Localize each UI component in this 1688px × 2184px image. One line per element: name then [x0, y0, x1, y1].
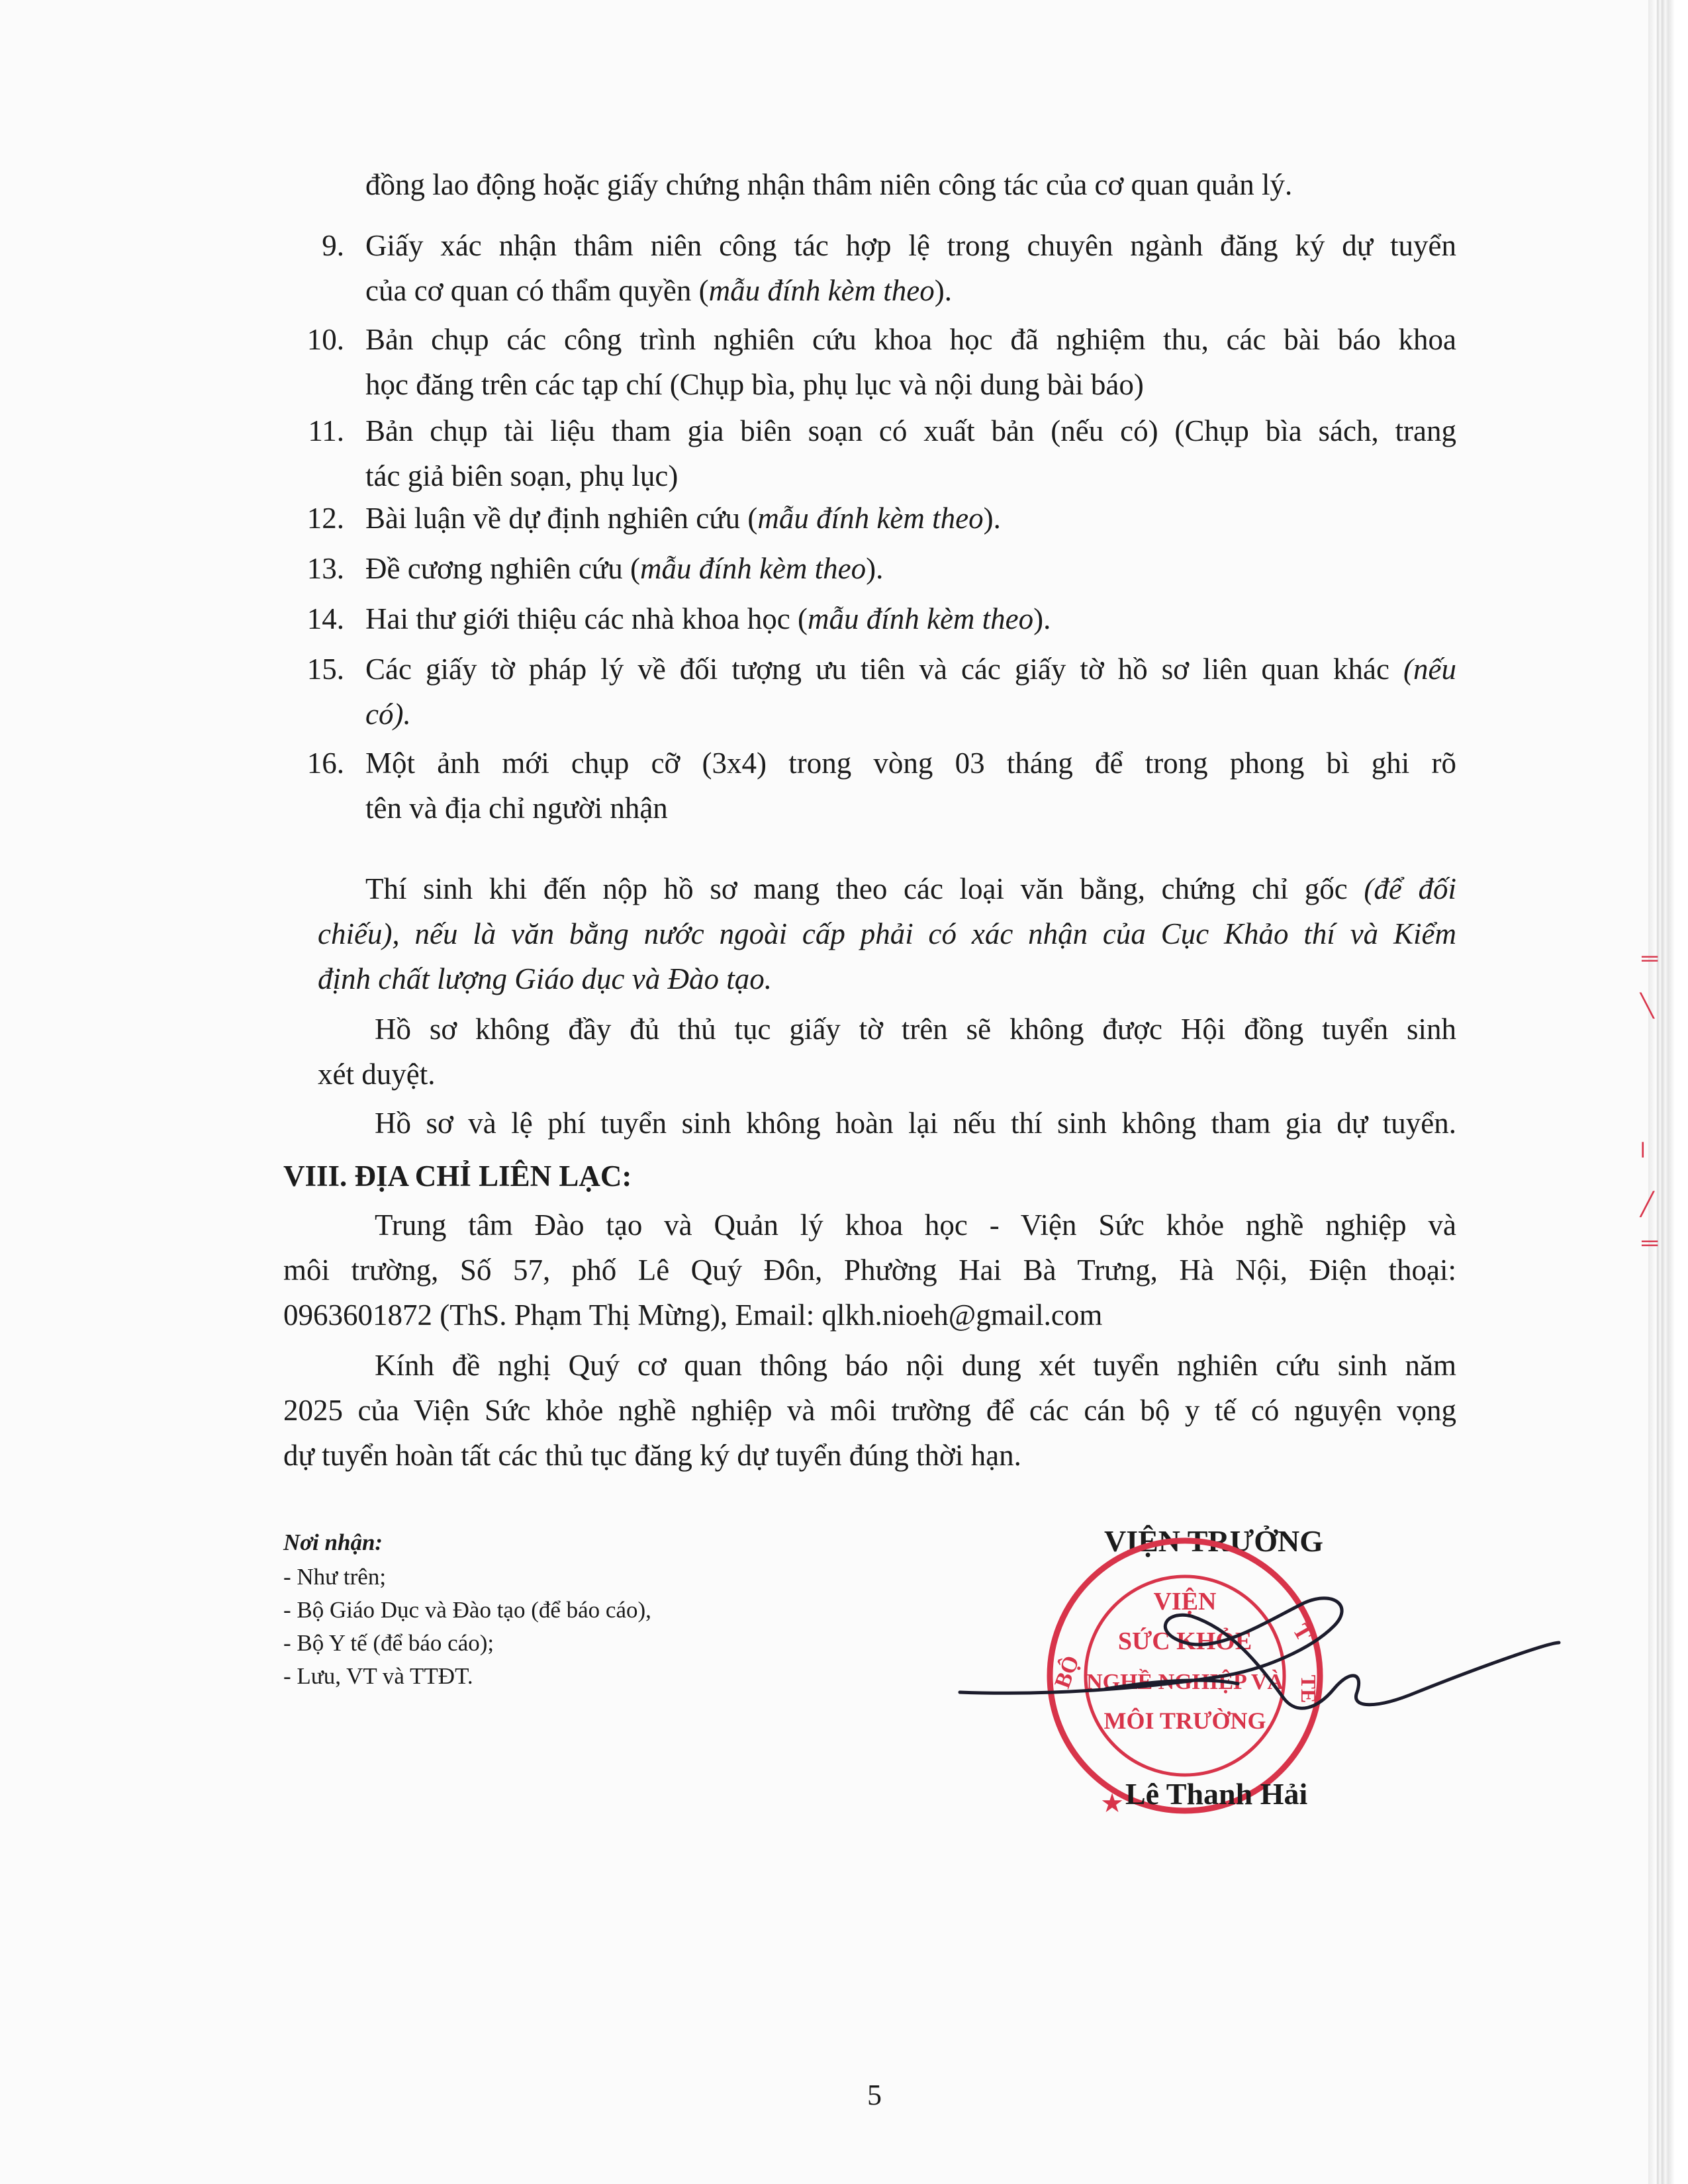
list-item-number: 11. [308, 414, 344, 447]
paragraph-fees: Hồ sơ và lệ phí tuyển sinh không hoàn lại nếu thí sinh không tham gia dự tuyển. [375, 1107, 1456, 1140]
paragraph-originals [365, 867, 1456, 911]
text: Giấy xác nhận thâm niên công tác hợp lệ trong chuyên ngành đăng ký dự tuyển [365, 229, 1456, 262]
paragraph-originals-line-1 [365, 872, 1456, 905]
scanned-page-edges [1648, 0, 1688, 2184]
italic-text: mẫu đính kèm theo [757, 502, 984, 535]
text: Các giấy tờ pháp lý về đối tượng ưu tiên và các giấy tờ hồ sơ liên quan khác [365, 653, 1404, 686]
list-item-number: 15. [306, 653, 344, 686]
seal-text-line: MÔI TRƯỜNG [1103, 1707, 1266, 1734]
list-item-number: 13. [306, 552, 344, 585]
list-item-line [365, 269, 952, 312]
closing-line-2: 2025 của Viện Sức khỏe nghề nghiệp và môi trường để các cán bộ y tế có nguyện vọng [283, 1394, 1456, 1427]
italic-text: mẫu đính kèm theo [708, 274, 935, 307]
list-item-number: 12. [306, 502, 344, 535]
list-item-line [365, 409, 1456, 453]
text: ). [866, 552, 884, 585]
stamp-bleed-mark: ╱ [1640, 1193, 1654, 1217]
italic-text: (nếu [1403, 653, 1456, 686]
text: của cơ quan có thẩm quyền ( [365, 274, 709, 307]
list-item-line [365, 692, 411, 736]
list-item-number: 14. [306, 602, 344, 635]
list-item-number: 16. [306, 747, 344, 780]
recipient-item: - Lưu, VT và TTĐT. [283, 1663, 473, 1689]
text: Bài luận về dự định nghiên cứu ( [365, 502, 758, 535]
stamp-bleed-mark: ═ [1642, 1231, 1658, 1255]
seal-ring-text: TẾ [1297, 1674, 1321, 1704]
closing-line-1: Kính đề nghị Quý cơ quan thông báo nội dung xét tuyển nghiên cứu sinh năm [375, 1349, 1456, 1382]
text: Một ảnh mới chụp cỡ (3x4) trong vòng 03 tháng để trong phong bì ghi rõ [365, 747, 1456, 780]
contact-line-1: Trung tâm Đào tạo và Quản lý khoa học - Viện Sức khỏe nghề nghiệp và [375, 1208, 1456, 1242]
paragraph-incomplete-line-2: xét duyệt. [318, 1058, 436, 1091]
page-number: 5 [867, 2079, 882, 2111]
seal-star-icon: ★ [1100, 1788, 1124, 1819]
paragraph-originals-line-3-wrap [318, 957, 772, 1001]
italic-text: có). [365, 698, 411, 731]
text: ). [983, 502, 1001, 535]
italic-text: (để đối [1364, 872, 1456, 905]
contact-line-2: môi trường, Số 57, phố Lê Quý Đôn, Phường Hai Bà Trưng, Hà Nội, Điện thoại: [283, 1253, 1456, 1287]
text: Đề cương nghiên cứu ( [365, 552, 640, 585]
list-item-line [365, 454, 678, 498]
signatory-title: VIỆN TRƯỞNG [1104, 1524, 1323, 1558]
text: tên và địa chỉ người nhận [365, 792, 668, 825]
stamp-bleed-mark: ═ [1642, 946, 1658, 971]
list-item-number: 9. [322, 229, 344, 262]
list-item-line [365, 363, 1144, 406]
italic-text: định chất lượng Giáo dục và Đào tạo. [318, 962, 772, 995]
list-item-line [365, 496, 1001, 540]
paragraph-originals-line-3 [318, 962, 772, 995]
list-item-line [365, 647, 1456, 691]
text: Hai thư giới thiệu các nhà khoa học ( [365, 602, 808, 635]
paragraph-incomplete-line-1: Hồ sơ không đầy đủ thủ tục giấy tờ trên sẽ không được Hội đồng tuyển sinh [375, 1013, 1456, 1046]
text: tác giả biên soạn, phụ lục) [365, 459, 679, 492]
text: ). [934, 274, 953, 307]
seal-text-line: NGHỀ NGHIỆP VÀ [1086, 1670, 1284, 1694]
italic-text: mẫu đính kèm theo [807, 602, 1034, 635]
recipient-item: - Bộ Giáo Dục và Đào tạo (để báo cáo), [283, 1597, 651, 1623]
closing-line-3: dự tuyển hoàn tất các thủ tục đăng ký dự tuyển đúng thời hạn. [283, 1439, 1021, 1472]
text: Thí sinh khi đến nộp hồ sơ mang theo các loại văn bằng, chứng chỉ gốc [365, 872, 1364, 905]
recipients-title: Nơi nhận: [283, 1529, 383, 1555]
list-item-line [365, 318, 1456, 361]
italic-text: chiếu), nếu là văn bằng nước ngoài cấp phải có xác nhận của Cục Khảo thí và Kiểm [318, 917, 1456, 950]
text: Bản chụp tài liệu tham gia biên soạn có xuất bản (nếu có) (Chụp bìa sách, trang [365, 414, 1456, 447]
list-item-line [365, 597, 1051, 641]
paragraph-originals-line-2 [318, 917, 1456, 950]
list-item-line [365, 224, 1456, 267]
list-item-line [365, 786, 668, 830]
seal-text-line: SỨC KHỎE [1117, 1627, 1252, 1655]
seal-ring-text: BỘ [1050, 1653, 1084, 1692]
list-item-line [365, 741, 1456, 785]
text: Bản chụp các công trình nghiên cứu khoa học đã nghiệm thu, các bài báo khoa [365, 323, 1456, 356]
continued-line: đồng lao động hoặc giấy chứng nhận thâm niên công tác của cơ quan quản lý. [365, 168, 1293, 201]
list-item-line [365, 547, 883, 590]
list-item-number: 10. [306, 323, 344, 356]
seal-text-line: VIỆN [1153, 1588, 1217, 1615]
signatory-name: Lê Thanh Hải [1125, 1777, 1308, 1811]
text: học đăng trên các tạp chí (Chụp bìa, phụ lục và nội dung bài báo) [365, 368, 1144, 401]
recipient-item: - Như trên; [283, 1564, 387, 1590]
section-heading-contact: VIII. ĐỊA CHỈ LIÊN LẠC: [283, 1160, 632, 1193]
contact-line-3: 0963601872 (ThS. Phạm Thị Mừng), Email: qlkh.nioeh@gmail.com [283, 1298, 1103, 1332]
seal-ring-text: T [1288, 1619, 1317, 1645]
stamp-bleed-mark: ǀ [1640, 1138, 1646, 1163]
stamp-bleed-mark: ╲ [1640, 994, 1654, 1019]
recipient-item: - Bộ Y tế (để báo cáo); [283, 1630, 494, 1656]
text: ). [1033, 602, 1051, 635]
italic-text: mẫu đính kèm theo [639, 552, 867, 585]
paragraph-originals-line-2-wrap [318, 912, 1456, 956]
